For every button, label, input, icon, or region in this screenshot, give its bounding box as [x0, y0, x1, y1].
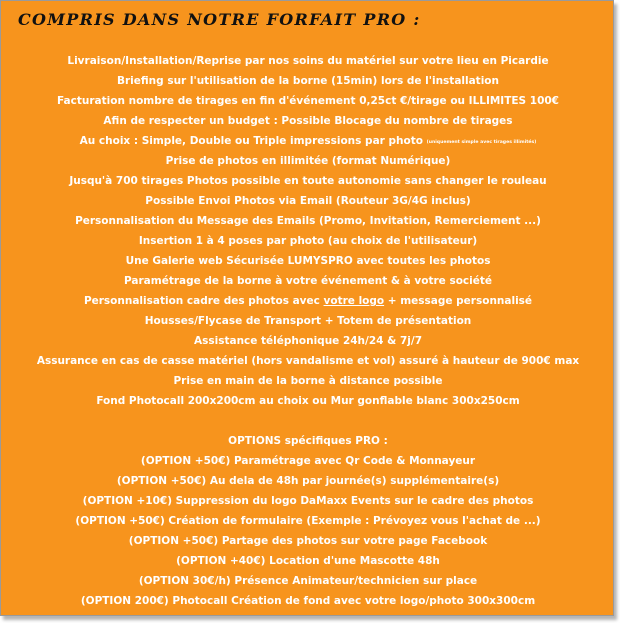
feature-item: Prise de photos en illimitée (format Numérique): [165, 155, 451, 167]
option-item: (OPTION +40€) Location d'une Mascotte 48h: [176, 555, 440, 567]
option-item: (OPTION +50€) Création de formulaire (Exemple : Prévoyez vous l'achat de ...): [75, 515, 541, 527]
feature-item: Livraison/Installation/Reprise par nos soins du matériel sur votre lieu en Picardie: [67, 55, 549, 67]
feature-item: Jusqu'à 700 tirages Photos possible en toute autonomie sans changer le rouleau: [69, 175, 547, 187]
option-item: (OPTION +10€) Suppression du logo DaMaxx Events sur le cadre des photos: [82, 495, 534, 507]
feature-item: Fond Photocall 200x200cm au choix ou Mur gonflable blanc 300x250cm: [96, 395, 520, 407]
feature-item: Insertion 1 à 4 poses par photo (au choix de l'utilisateur): [138, 235, 478, 247]
feature-item: [1, 131, 615, 151]
feature-item: Une Galerie web Sécurisée LUMYSPRO avec toutes les photos: [125, 255, 491, 267]
option-item: (OPTION +50€) Au dela de 48h par journée(s) supplémentaire(s): [116, 475, 500, 487]
feature-item: Facturation nombre de tirages en fin d'événement 0,25ct €/tirage ou ILLIMITES 100€: [57, 95, 559, 107]
feature-item-underlined: votre logo: [323, 295, 385, 307]
feature-item: Personnalisation du Message des Emails (Promo, Invitation, Remerciement ...): [75, 215, 541, 227]
feature-item-text: + message personnalisé: [384, 295, 533, 307]
spacer: [1, 411, 615, 431]
offer-title: COMPRIS DANS NOTRE FORFAIT PRO :: [18, 10, 421, 29]
feature-item: Assurance en cas de casse matériel (hors vandalisme et vol) assuré à hauteur de 900€ max: [36, 355, 580, 367]
feature-item: Paramétrage de la borne à votre événement & à votre société: [124, 275, 492, 287]
feature-item-main: Au choix : Simple, Double ou Triple impressions par photo: [79, 135, 423, 147]
options-heading: OPTIONS spécifiques PRO :: [228, 435, 388, 447]
option-item: (OPTION +50€) Partage des photos sur votre page Facebook: [128, 535, 488, 547]
included-features-list: [1, 51, 615, 611]
feature-item: Housses/Flycase de Transport + Totem de présentation: [144, 315, 472, 327]
option-item: (OPTION 30€/h) Présence Animateur/technicien sur place: [138, 575, 478, 587]
feature-item: Assistance téléphonique 24h/24 & 7j/7: [193, 335, 422, 347]
feature-item-note: (uniquement simple avec tirages illimités): [426, 140, 537, 145]
feature-item-text: Personnalisation cadre des photos avec: [83, 295, 324, 307]
feature-item: Possible Envoi Photos via Email (Routeur 3G/4G inclus): [145, 195, 471, 207]
feature-item: [1, 291, 615, 311]
feature-item: Briefing sur l'utilisation de la borne (15min) lors de l'installation: [117, 75, 499, 87]
option-item: (OPTION +50€) Paramétrage avec Qr Code & Monnayeur: [140, 455, 476, 467]
feature-item: Prise en main de la borne à distance possible: [173, 375, 443, 387]
option-item: (OPTION 200€) Photocall Création de fond avec votre logo/photo 300x300cm: [80, 595, 536, 607]
feature-item: Afin de respecter un budget : Possible Blocage du nombre de tirages: [103, 115, 513, 127]
